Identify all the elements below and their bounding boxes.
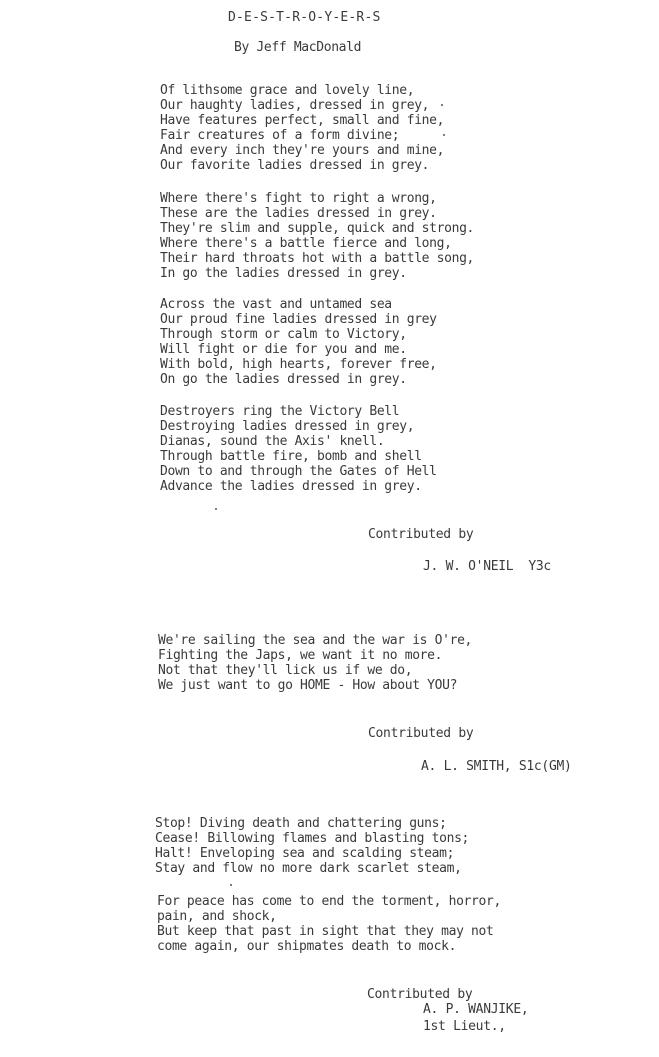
poem-line: Destroying ladies dressed in grey,: [160, 419, 415, 434]
ink-speck: [443, 134, 445, 136]
contributor-name: A. L. SMITH, S1c(GM): [421, 759, 572, 774]
poem-author: By Jeff MacDonald: [234, 40, 362, 55]
poem-line: Our favorite ladies dressed in grey.: [160, 158, 430, 173]
poem-line: Dianas, sound the Axis' knell.: [160, 434, 385, 449]
ink-speck: [441, 104, 443, 106]
poem-line: Where there's fight to right a wrong,: [160, 191, 437, 206]
poem-line: Stop! Diving death and chattering guns;: [155, 816, 447, 831]
poem-line: Cease! Billowing flames and blasting tons;: [155, 831, 470, 846]
poem-line: Of lithsome grace and lovely line,: [160, 83, 415, 98]
poem-line: Where there's a battle fierce and long,: [160, 236, 452, 251]
poem1-stanza1: [160, 83, 444, 173]
contributed-label: Contributed by: [368, 527, 474, 542]
poem-line: But keep that past in sight that they may not: [157, 924, 494, 939]
poem-line: Have features perfect, small and fine,: [160, 113, 445, 128]
poem-line: These are the ladies dressed in grey.: [160, 206, 437, 221]
poem-line: We're sailing the sea and the war is O're,: [158, 633, 473, 648]
poem-line: Our proud fine ladies dressed in grey: [160, 312, 437, 327]
poem1-stanza4: [160, 404, 437, 494]
poem-line: Our haughty ladies, dressed in grey,: [160, 98, 430, 113]
contributor-name: A. P. WANJIKE,: [423, 1002, 529, 1017]
poem-line: Destroyers ring the Victory Bell: [160, 404, 400, 419]
poem-line: Halt! Enveloping sea and scalding steam;: [155, 846, 455, 861]
poem-line: Down to and through the Gates of Hell: [160, 464, 437, 479]
poem-line: Their hard throats hot with a battle song,: [160, 251, 475, 266]
poem2-stanza: [158, 633, 472, 693]
poem-line: come again, our shipmates death to mock.: [157, 939, 457, 954]
poem-line: Fair creatures of a form divine;: [160, 128, 400, 143]
poem-line: Not that they'll lick us if we do,: [158, 663, 413, 678]
poem3-stanza2: [157, 894, 501, 954]
ink-speck: [230, 884, 232, 886]
poem-line: Through battle fire, bomb and shell: [160, 449, 422, 464]
poem3-stanza1: [155, 816, 469, 876]
poem-line: For peace has come to end the torment, horror,: [157, 894, 501, 909]
poem-line: Through storm or calm to Victory,: [160, 327, 407, 342]
poem-line: pain, and shock,: [157, 909, 277, 924]
poem-line: Fighting the Japs, we want it no more.: [158, 648, 443, 663]
poem-line: Stay and flow no more dark scarlet steam,: [155, 861, 462, 876]
poem1-stanza3: [160, 297, 437, 387]
poem-line: And every inch they're yours and mine,: [160, 143, 445, 158]
contributor-rank: 1st Lieut.,: [423, 1019, 506, 1034]
poem-line: On go the ladies dressed in grey.: [160, 372, 407, 387]
contributed-label: Contributed by: [367, 987, 473, 1002]
contributor-name: J. W. O'NEIL Y3c: [423, 559, 551, 574]
poem-line: We just want to go HOME - How about YOU?: [158, 678, 458, 693]
ink-speck: [215, 508, 217, 510]
poem-line: In go the ladies dressed in grey.: [160, 266, 407, 281]
poem-title: D-E-S-T-R-O-Y-E-R-S: [228, 10, 381, 25]
poem1-stanza2: [160, 191, 474, 281]
poem-line: With bold, high hearts, forever free,: [160, 357, 437, 372]
poem-line: Will fight or die for you and me.: [160, 342, 407, 357]
poem-line: Advance the ladies dressed in grey.: [160, 479, 422, 494]
poem-line: They're slim and supple, quick and strong.: [160, 221, 475, 236]
poem-line: Across the vast and untamed sea: [160, 297, 392, 312]
contributed-label: Contributed by: [368, 726, 474, 741]
